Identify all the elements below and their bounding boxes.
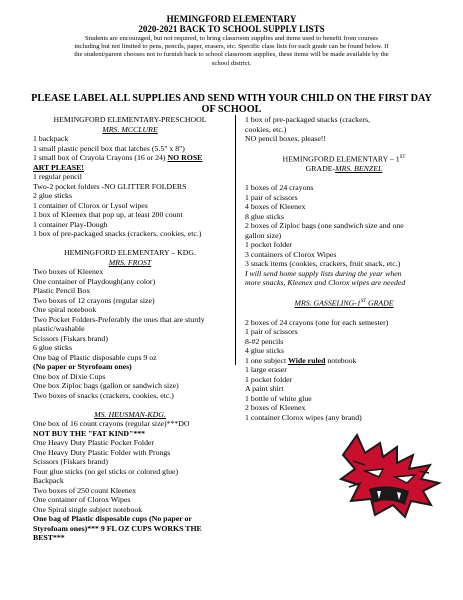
list-item: One container of Clorox Wipes	[33, 495, 131, 504]
list-item: One spiral notebook	[33, 305, 97, 314]
teacher-note: I will send home supply lists during the year when	[245, 268, 402, 278]
preschool-teacher: MRS. MCCLURE	[102, 124, 158, 134]
list-item: Plastic Pencil Box	[33, 286, 91, 295]
intro-paragraph	[8, 35, 455, 68]
list-item: 1 regular pencil	[33, 172, 82, 181]
school-name: HEMINGFORD ELEMENTARY	[166, 14, 297, 24]
list-item: Two boxes of snacks (crackers, cookies, etc.)	[33, 390, 174, 400]
list-item: 3 snack items (cookies, crackers, fruit snack, etc.)	[245, 259, 401, 269]
first-grade-heading-cont: GRADE-MRS. BENZEL	[305, 164, 383, 174]
list-item-notebook: 1 one subject Wide ruled notebook	[245, 355, 357, 365]
list-item: 1 container of Clorox or Lysol wipes	[33, 200, 148, 210]
list-item-crayons: 1 small box of Crayola Crayons (16 or 24) NO ROSE	[33, 153, 203, 162]
list-item: One bag of Plastic disposable cups 9 oz	[33, 352, 157, 362]
list-item: (No paper or Styrofoam ones)	[33, 362, 132, 371]
intro-line: Students are encouraged, but not required, to bring classroom supplies and items used to benefit from courses	[84, 35, 379, 42]
list-item: One container of Playdough(any color)	[33, 276, 156, 286]
list-item: 1 container Play-Dough	[33, 219, 108, 229]
list-item: 4 boxes of Kleenex	[245, 202, 306, 212]
no-rose-warning-cont: ART PLEASE!	[33, 162, 84, 172]
list-item: 1 box of pre-packaged snacks (crackers, cookies, etc.)	[33, 229, 202, 238]
list-item: 1 pair of scissors	[245, 192, 298, 202]
left-column	[33, 115, 227, 543]
list-item: 8 glue sticks	[245, 211, 284, 221]
list-item: 1 pocket folder	[245, 374, 293, 384]
list-item: One Heavy Duty Plastic Pocket Folder	[33, 438, 155, 447]
kdg-teacher-frost: MRS. FROST	[108, 257, 152, 267]
list-item: One box Ziploc bags (gallon or sandwich size)	[33, 381, 179, 390]
list-item: 1 box of Kleenex that pop up, at least 200 count	[33, 210, 183, 219]
list-item: cookies, etc.)	[245, 124, 287, 134]
list-item: 1 large eraser	[245, 365, 287, 375]
list-item: Backpack	[33, 476, 64, 485]
list-item: Four glue sticks (no gel sticks or colored glue)	[33, 466, 179, 476]
list-item: Two Pocket Folders-Preferably the ones that are sturdy	[33, 314, 205, 324]
list-item: 1 container Clorox wipes (any brand)	[245, 412, 362, 422]
list-item: One box of 16 count crayons (regular size)***DO	[33, 419, 190, 428]
list-item: A paint shirt	[245, 384, 284, 394]
list-item: One Spiral single subject notebook	[33, 504, 143, 514]
label-notice	[6, 93, 457, 115]
intro-line: the student/parent chooses not to furnish back to school classroom supplies, these items will be made available by the	[74, 51, 389, 59]
list-item: 6 glue sticks	[33, 343, 72, 352]
document-header	[8, 14, 455, 68]
list-item: Scissors (Fiskars brand)	[33, 457, 108, 466]
list-item: One box of Dixie Cups	[33, 371, 106, 381]
wildcat-mascot-icon	[335, 425, 445, 525]
list-item: 1 backpack	[33, 134, 69, 143]
list-item: 1 bottle of white glue	[245, 393, 312, 403]
list-item: 3 containers of Clorox Wipes	[245, 249, 337, 259]
list-item: One Heavy Duty Plastic Folder with Prongs	[33, 447, 171, 457]
intro-line: including but not limited to pens, pencils, paper, erasers, etc. Specific class lists for each grade can be found below. If	[74, 43, 389, 51]
list-item: gallon size)	[245, 230, 282, 240]
list-item: Scissors (Fiskars brand)	[33, 333, 108, 343]
list-item: 1 pocket folder	[245, 240, 293, 250]
notice-line: PLEASE LABEL ALL SUPPLIES AND SEND WITH YOUR CHILD ON THE FIRST DAY	[31, 93, 432, 104]
document-title: 2020-2021 BACK TO SCHOOL SUPPLY LISTS	[138, 24, 325, 34]
list-item: 8-#2 pencils	[245, 336, 284, 346]
list-item: Two boxes of 250 count Kleenex	[33, 485, 137, 495]
list-item: 2 boxes of 24 crayons (one for each semester)	[245, 317, 389, 327]
list-item: 2 boxes of Kleenex	[245, 403, 306, 413]
right-column	[245, 115, 443, 422]
list-item: 1 small plastic pencil box that latches (5.5" x 8")	[33, 143, 185, 153]
list-item: NO pencil boxes, please!!	[245, 134, 326, 143]
list-item: plastic/washable	[33, 324, 85, 333]
list-item: 1 box of pre-packaged snacks (crackers,	[245, 115, 371, 124]
first-grade-teacher-benzel: MRS. BENZEL	[335, 164, 383, 174]
list-item: 2 glue sticks	[33, 191, 72, 200]
list-item: 1 boxes of 24 crayons	[245, 183, 314, 193]
list-item: BEST***	[33, 533, 65, 542]
intro-line: school district.	[211, 59, 252, 67]
kdg-teacher-heusman: MS. HEUSMAN-KDG.	[94, 409, 166, 419]
notice-line: OF SCHOOL	[201, 104, 262, 115]
no-rose-warning: NO ROSE	[167, 153, 203, 162]
list-item: Styrofoam ones)*** 9 FL OZ CUPS WORKS THE	[33, 523, 202, 533]
first-grade-teacher-gasseling: MRS. GASSELING-1ST GRADE	[294, 298, 394, 308]
list-item: Two boxes of 12 crayons (regular size)	[33, 295, 155, 305]
preschool-heading: HEMINGFORD ELEMENTARY-PRESCHOOL	[53, 115, 207, 124]
list-item: One bag of Plastic disposable cups (No paper or	[33, 514, 192, 523]
list-item: 4 glue sticks	[245, 346, 284, 356]
mascot-head-shape	[341, 435, 439, 517]
list-item: 2 boxes of Ziploc bags (one sandwich size and one	[245, 221, 404, 231]
column-divider	[235, 115, 236, 365]
list-item: Two boxes of Kleenex	[33, 267, 104, 276]
first-grade-heading: HEMINGFORD ELEMENTARY – 1ST	[282, 154, 406, 164]
list-item: Two-2 pocket folders -NO GLITTER FOLDERS	[33, 181, 187, 191]
kdg-heading: HEMINGFORD ELEMENTARY – KDG.	[63, 248, 197, 257]
list-item: NOT BUY THE "FAT KIND"***	[33, 428, 146, 438]
list-item: 1 pair of scissors	[245, 327, 298, 337]
teacher-note: more snacks, Kleenex and Clorox wipes are needed	[245, 278, 406, 288]
